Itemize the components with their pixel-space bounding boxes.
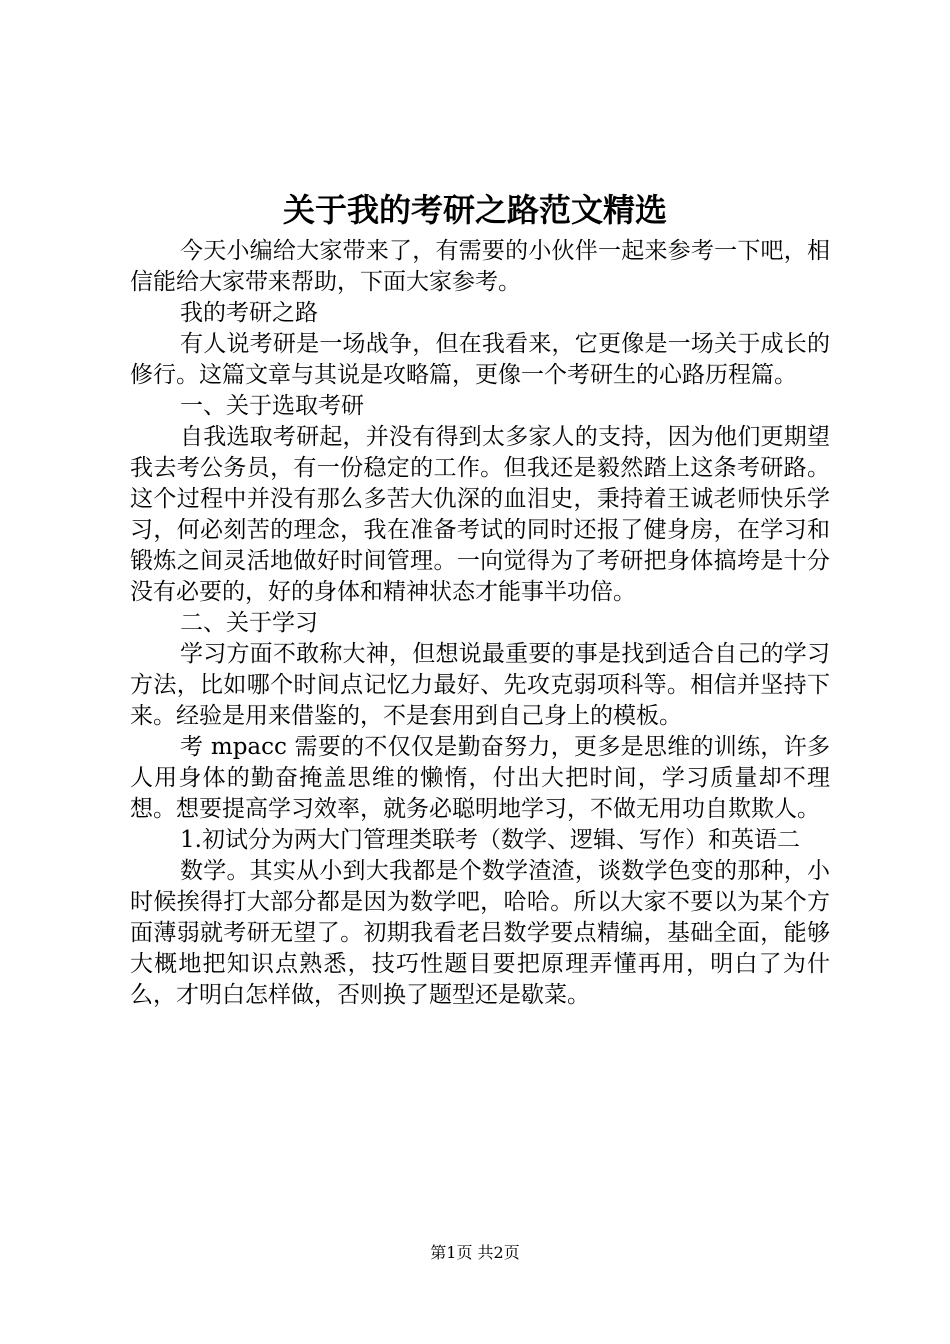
paragraph-choice: 自我选取考研起，并没有得到太多家人的支持，因为他们更期望我去考公务员，有一份稳定的工作。但我还是毅然踏上这条考研路。这个过程中并没有那么多苦大仇深的血泪史，秉持着王诚老师快乐学习，何必刻苦的理念，我在准备考试的同时还报了健身房，在学习和锻炼之间灵活地做好时间管理。一向觉得为了考研把身体搞垮是十分没有必要的，好的身体和精神状态才能事半功倍。 (130, 424, 830, 605)
section-heading-study: 二、关于学习 (180, 610, 318, 636)
paragraph-intro: 今天小编给大家带来了，有需要的小伙伴一起来参考一下吧，相信能给大家带来帮助，下面大家参考。 (130, 238, 830, 295)
document-body (130, 236, 830, 1011)
paragraph-math: 数学。其实从小到大我都是个数学渣渣，谈数学色变的那种，小时候挨得打大部分都是因为数学吧，哈哈。所以大家不要以为某个方面薄弱就考研无望了。初期我看老吕数学要点精编，基础全面，能够大概地把知识点熟悉，技巧性题目要把原理弄懂再用，明白了为什么，才明白怎样做，否则换了题型还是歇菜。 (130, 858, 830, 1008)
page-footer: 第1页 共2页 (430, 1243, 520, 1262)
paragraph-overview: 有人说考研是一场战争，但在我看来，它更像是一场关于成长的修行。这篇文章与其说是攻略篇，更像一个考研生的心路历程篇。 (130, 331, 830, 388)
section-heading-my-path: 我的考研之路 (180, 300, 318, 326)
paragraph-study-method: 学习方面不敢称大神，但想说最重要的事是找到适合自己的学习方法，比如哪个时间点记忆力最好、先攻克弱项科等。相信并坚持下来。经验是用来借鉴的，不是套用到自己身上的模板。 (130, 641, 830, 729)
document-title: 关于我的考研之路范文精选 (282, 191, 667, 229)
paragraph-mpacc: 考 mpacc 需要的不仅仅是勤奋努力，更多是思维的训练，许多人用身体的勤奋掩盖思维的懒惰，付出大把时间，学习质量却不理想。想要提高学习效率，就务必聪明地学习，不做无用功自欺欺人。 (130, 734, 830, 822)
paragraph-exam-structure: 1.初试分为两大门管理类联考（数学、逻辑、写作）和英语二 (180, 827, 800, 853)
section-heading-choice: 一、关于选取考研 (180, 393, 364, 419)
